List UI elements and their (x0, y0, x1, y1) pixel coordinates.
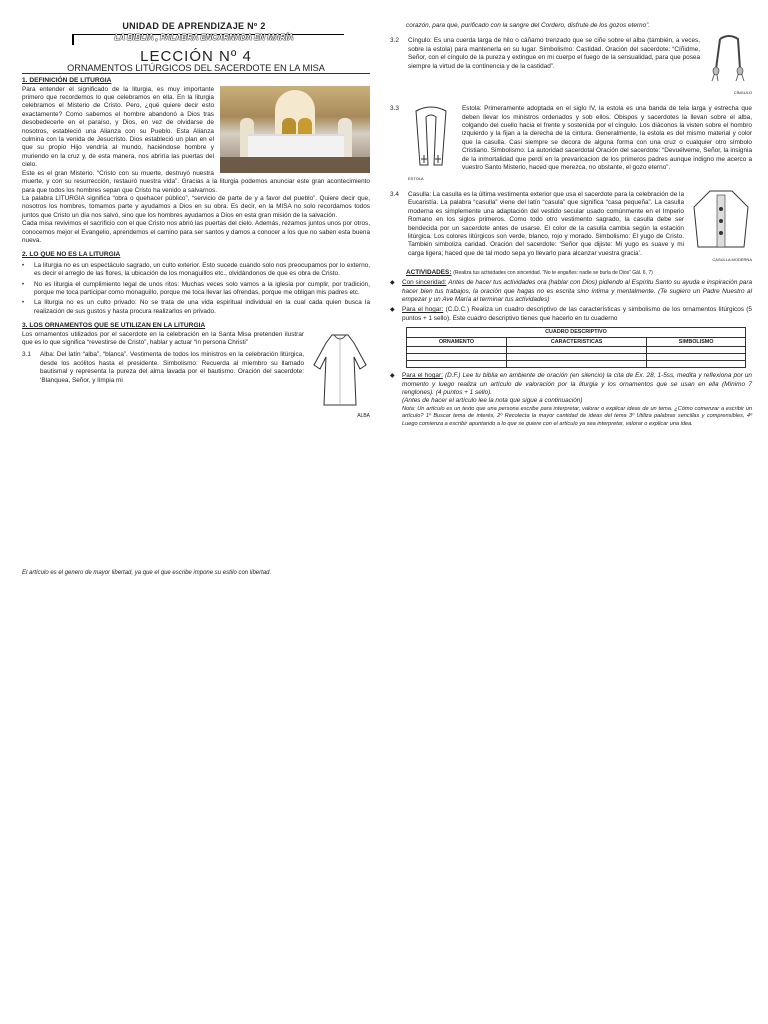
activity-note: (Antes de hacer el artículo lee la nota que sigue a continuación) (402, 397, 583, 405)
lesson-subtitle: ORNAMENTOS LITÚRGICOS DEL SACERDOTE EN LA MISA (22, 64, 370, 74)
altar-table (248, 134, 344, 158)
cingulo-illustration (706, 33, 752, 97)
lesson-title: LECCIÓN Nº 4 (140, 48, 252, 66)
writing-note: Nota: Un artículo es un texto que una persona escribe para interpretar, valorar o explicar ideas de un tema. ¿Cómo comenzar a escribir un artículo? 1º Buscar tema de interés, 2º Recolecta la mayor cantidad de ideas del tema 3º Utiliza palabras sencillas y comprensibles, 4º Luego comienza a escribir apuntando a lo que se quiere con el artículo ya sea interpretar, valorar o explicar una idea. (402, 405, 752, 427)
footer-note: El artículo es el genero de mayor libertad, ya que el que escribe impone su estilo con libertad. (22, 570, 272, 576)
activity-item: ◆ Para el hogar: (D.F.) Lee tu biblia en ambiente de oración (en silencio) la cita de Ex. 28, 1-5ss, medita y reflexiona por un momento y luego realiza un artículo de valoración por la liturgia y los ornamentos que se usan en ella (Mínimo 7 renglones). (4 puntos + 1 sello). (Antes de hacer el artículo lee la nota que sigue a continuación) Nota: Un artículo es un texto que una persona escribe para interpretar, valorar o explicar ideas de un tema. ¿Cómo comenzar a escribir un artículo? 1º Buscar tema de interés, 2º Recolecta la mayor cantidad de ideas del tema 3º Utiliza palabras sencillas y comprensibles, 4º Luego comienza a escribir apuntando a lo que se quiere con el artículo ya sea interpretar, valorar o explicar una idea. (390, 372, 752, 427)
paragraph: Los ornamentos utilizados por el sacerdote en la celebración en la Santa Misa pretenden ilustrar que es lo que significa “revestirse de Cristo”, hablar y actuar “in persona Christi” (22, 330, 304, 346)
paragraph: La palabra LITURGIA significa “obra o quehacer público”, “servicio de parte de y a favor del pueblo”. Quiere decir que, nosotros los hombres, tomamos parte y ayudamos a Dios en su obra. Es decir, en la MISA no solo recordamos todos juntos que Cristo un día nos salvó, sino que los hombres ayudamos a Dios en esta gran misión de la salvación. (22, 194, 370, 219)
casulla-illustration (690, 187, 752, 265)
activity-item: ◆ Con sinceridad: Antes de hacer tus actividades ora (hablar con Dios) pidiendo al Espíritu Santo su ayuda e inspiración para hacer bien tus trabajos, la oración que hagas no es escrita sino íntima y mentalmente. (Te sugiero un Padre Nuestro al empezar y un Ave María al terminar tus actividades) (390, 279, 753, 304)
casulla-label: CASULLA MODERNA (712, 257, 752, 263)
table-row (407, 361, 746, 368)
list-item: • La liturgia no es un espectáculo sagrado, un culto exterior. Esto sucede cuando solo nos preocupamos por lo externo, es decir el arreglo de las flores, la ubicación de los monaguillos etc., olvidándonos de que es obra de Cristo. (22, 261, 370, 278)
ornament-item-cingulo: CÍNGULO 3.2 Cíngulo: Es una cuerda larga de hilo o cáñamo trenzado que se ciñe sobre el alba (también, a veces, sobre la estola) para mantenerla en su lugar. Simbolismo: Castidad. Oración del sacerdote: “Cíñidme, Señor, con el cíngulo de la pureza y extingue en mi cuerpo el fuego de la sensualidad, para que posea siempre la virtud de la continencia y de la castidad”. (390, 33, 752, 97)
paragraph: Para entender el significado de la liturgia, es muy importante primero que recordemos lo que celebramos en ella. En la liturgia celebramos el Misterio de Cristo. Pero, ¿qué quiere decir esto exactamente? Como sabemos el hombre abandonó a Dios tras desobedecerle en el paraíso, y Dios, en vez de olvidarse de nosotros, estableció una Alianza con su Pueblo. Esta Alianza culmina con la venida de Jesucristo. Dios estableció un plan en el que su propio Hijo vendría al mundo, haciéndose hombre y muriendo en la cruz y, de esta manera, nos abriría las puertas del cielo. (22, 85, 214, 169)
ornamentos-block (22, 331, 370, 421)
activities-note: (Realiza tus actividades con sinceridad. “No te engañes: nadie se burla de Dios” Gál. 6, 7) (453, 269, 653, 276)
activities-header (390, 269, 752, 277)
church-floor (220, 157, 370, 173)
cingulo-icon (706, 33, 752, 85)
table-title: CUADRO DESCRIPTIVO (407, 328, 746, 337)
mass-photo (220, 86, 370, 173)
cingulo-label: CÍNGULO (733, 89, 752, 95)
casulla-icon (690, 187, 752, 253)
ornament-item-alba: 3.1 Alba: Del latín “alba”, “blanca”. Vestimenta de todos los ministros en la celebración litúrgica, desde los acólitos hasta el presidente. Simbolismo: Recuerda al miembro su llamado bautismal y representa la pureza del alma lavada por el bautismo. Oración del sacerdote: ‘Blanquea, Señor, y límpia mi (22, 351, 304, 384)
list-item: • No es liturgia el cumplimiento legal de unos ritos: Muchas veces solo vamos a la iglesia por cumplir, por tradición, porque me toca participar como monaguillo, porque me toca llevar las ofrendas, porque me obligan mis padres etc. (22, 280, 370, 296)
descriptive-table (406, 327, 746, 368)
unit-subtitle: LA BIBLIA , PALABRA ENCARNADA EN MARÍA (114, 33, 294, 43)
table-row (407, 347, 746, 354)
ornament-item-casulla: CASULLA MODERNA 3.4 Casulla: La casulla es la última vestimenta exterior que usa el sacerdote para la celebración de la Eucaristía. La palabra “casulla” viene del latín “casula” que significa “casa pequeña”. La casulla moderna es simplemente una adaptación del vestido secular usado comúnmente en el Imperio Romano en los siglos primeros. Como todo otro vestimento sagrado, la casulla debe ser bendecida por un sacerdote antes de usarse. El color de la casulla cambia según la estación litúrgica. Los colores litúrgicos son verde, blanco, rojo y morado. Simbolismo: El yugo de Cristo. También simboliza caridad. Oración del sacerdote: ‘Señor que dijiste: Mi yugo es suave y mi carga ligera; haced que de tal modo sepa yo llevarlo para alcanzar vuestra gracia’. (390, 187, 752, 265)
section-heading-liturgia: 1. DEFINICIÓN DE LITURGIA (22, 77, 112, 85)
alba-illustration (310, 331, 370, 421)
table-header: ORNAMENTO (407, 337, 507, 346)
alba-label: ALBA (357, 413, 370, 419)
left-column (22, 22, 370, 420)
right-column (390, 22, 752, 428)
unit-title: UNIDAD DE APRENDIZAJE Nº 2 (122, 21, 266, 31)
activities-title: ACTIVIDADES: (406, 268, 452, 276)
paragraph: Cada misa revivimos el sacrificio con el que Cristo nos abrió las puertas del cielo. Además, rezamos juntos unos por otros, conocemos mejor el Evangelio, aprendemos el camino para ser santos y damos a conocer a los que no saben esta buena nueva. (22, 220, 370, 244)
table-row (407, 354, 746, 361)
paragraph: Este es el gran Misterio. “Cristo con su muerte, destruyó nuestra muerte, y con su resurrección, restauró nuestra vida”. Gracias a la liturgia podemos anunciar este gran acontecimiento para que todos los hombres sepan que Cristo ha venido a salvarnos. (22, 169, 370, 194)
alba-icon (310, 331, 370, 409)
table-header: SIMBOLISMO (647, 337, 746, 346)
section-heading-no-liturgia: 2. LO QUE NO ES LA LITURGIA (22, 251, 121, 259)
estola-label: ESTOLA (408, 175, 424, 181)
activity-item: ◆ Para el hogar: (C.D.C.) Realiza un cuadro descriptivo de las características y simbolismo de los ornamentos litúrgicos (5 puntos + 1 sello). Este cuadro descriptivo tienes que hacerlo en tu cuaderno (390, 306, 752, 322)
subtitle-banner (72, 34, 344, 45)
table-header: CARACTERISTICAS (506, 337, 646, 346)
section-heading-ornamentos: 3. LOS ORNAMENTOS QUE SE UTILIZAN EN LA LITURGIA (22, 322, 206, 330)
paragraph: corazón, para que, purificado con la sangre del Cordero, disfrute de los gozos eterno”. (406, 22, 651, 29)
list-item: • La liturgia no es un culto privado: No se trata de una vida espiritual individual en la cual cada quien busca la realización de sus gustos y hasta procura realizarlos en privado. (22, 299, 370, 315)
estola-icon (408, 105, 454, 171)
ornament-item-estola: 3.3 ESTOLA Estola: Primeramente adoptada en el siglo IV, la estola es una banda de tela larga y estrecha que deben llevar los ministros ordenados y sob ellos. Obispos y sacerdotes la llevan sobre el alba, colgando del cuello hacia el frente y sostenida por el cíngulo. Los diáconos la visten sobre el hombro izquierdo y la fijan a la derecha de la cintura. Generalmente, la estola es del mismo material y color que la casulla. Casi siempre se decora de alguna forma con una cruz o cualquier otro símbolo Cristiano. Simbolismo: La autoridad sacerdotal Oración del sacerdote: “Devuélveme, Señor, la insignia de la inmortalidad que perdí en la prevaricacion de los primeros padres aunque indigno me acerco a vuestro Santo Misterio, haced que merezca, no obstante, el gozo eterno”. (390, 101, 752, 183)
estola-illustration (408, 105, 454, 183)
